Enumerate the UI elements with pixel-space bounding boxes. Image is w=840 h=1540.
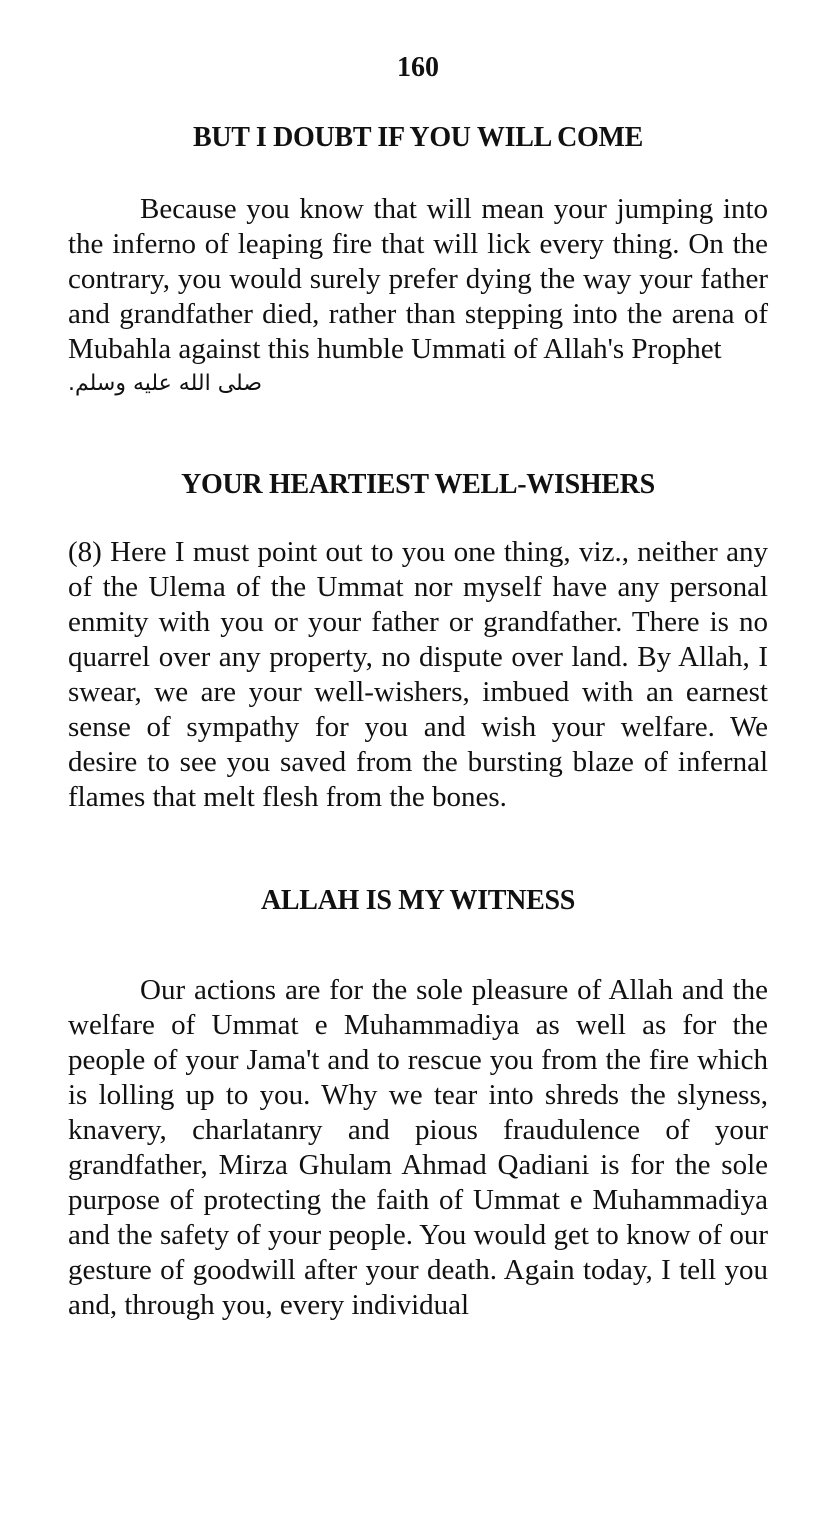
- section-heading-doubt: BUT I DOUBT IF YOU WILL COME: [192, 122, 644, 153]
- arabic-salutation: صلى الله عليه وسلم.: [68, 371, 262, 396]
- section-heading-witness: ALLAH IS MY WITNESS: [260, 885, 576, 916]
- paragraph-well-wishers: (8) Here I must point out to you one thing, viz., neither any of the Ulema of the Ummat nor myself have any personal enmity with you or your father or grandfather. There is no quarrel over any property, no dispute over land. By Allah, I swear, we are your well-wishers, imbued with an earnest sense of sympathy for you and wish your welfare. We desire to see you saved from the bursting blaze of infernal flames that melt flesh from the bones.: [68, 536, 768, 813]
- page-number: 160: [397, 52, 439, 83]
- section-heading-well-wishers: YOUR HEARTIEST WELL-WISHERS: [181, 469, 655, 500]
- paragraph-doubt: Because you know that will mean your jumping into the inferno of leaping fire that will lick every thing. On the contrary, you would surely prefer dying the way your father and grandfather died, rather than stepping into the arena of Mubahla against this humble Ummati of Allah's Prophet: [68, 193, 768, 365]
- document-page: [68, 48, 768, 1323]
- paragraph-witness: Our actions are for the sole pleasure of Allah and the welfare of Ummat e Muhammadiya as well as for the people of your Jama't and to rescue you from the fire which is lolling up to you. Why we tear into shreds the slyness, knavery, charlatanry and pious fraudulence of your grandfather, Mirza Ghulam Ahmad Qadiani is for the sole purpose of protecting the faith of Ummat e Muhammadiya and the safety of your people. You would get to know of our gesture of goodwill after your death. Again today, I tell you and, through you, every individual: [68, 974, 768, 1321]
